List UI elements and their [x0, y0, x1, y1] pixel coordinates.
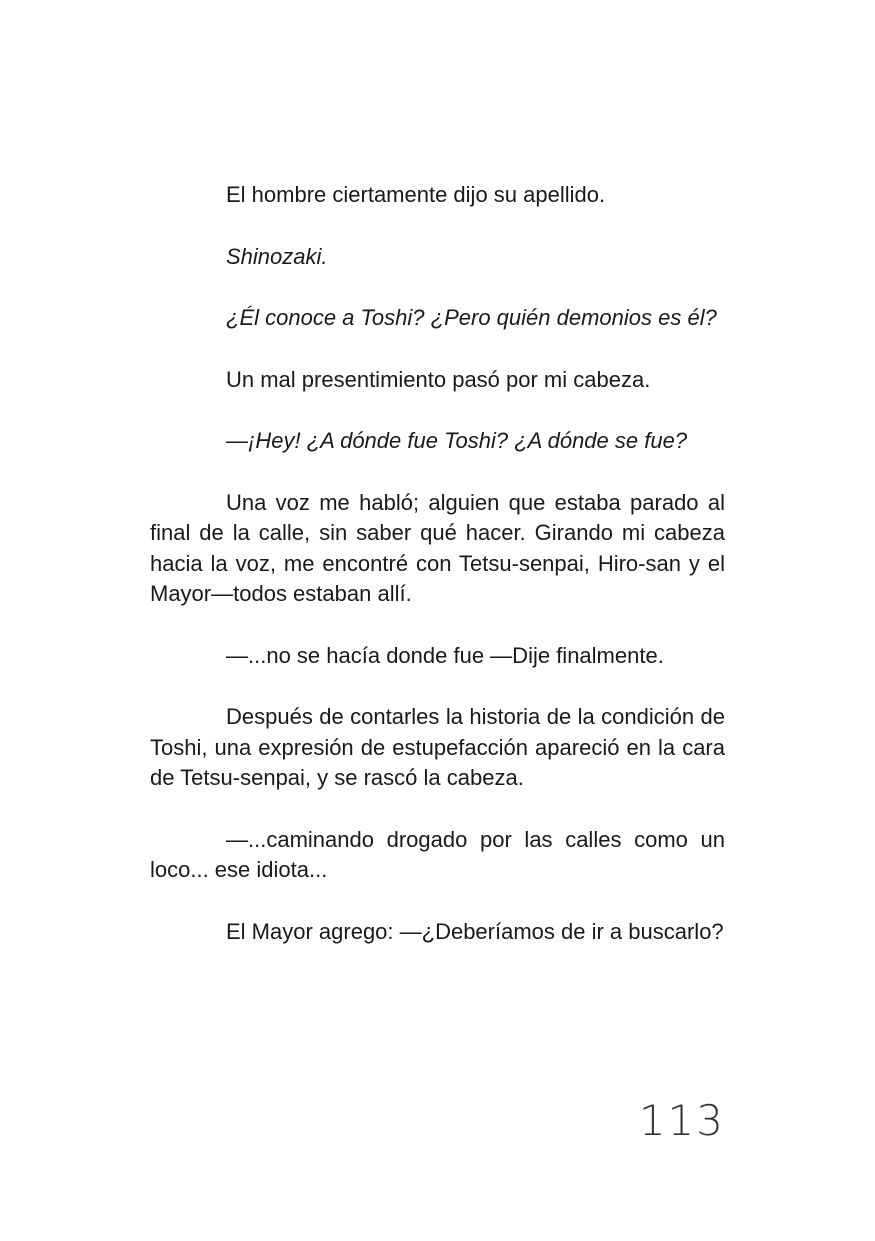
paragraph: Una voz me habló; alguien que estaba parado al final de la calle, sin saber qué hacer. Girando mi cabeza hacia la voz, me encontré con Tetsu-senpai, Hiro-san y el Mayor—todos estaban allí. [150, 489, 725, 606]
paragraph: —...no se hacía donde fue —Dije finalmente. [226, 642, 664, 668]
paragraph: —...caminando drogado por las calles como un loco... ese idiota... [150, 826, 725, 882]
page-number: 113 [638, 1096, 725, 1145]
paragraph: Shinozaki. [226, 243, 328, 269]
paragraph: —¡Hey! ¿A dónde fue Toshi? ¿A dónde se fue? [226, 428, 688, 453]
paragraph: ¿Él conoce a Toshi? ¿Pero quién demonios es él? [226, 305, 717, 330]
paragraph: Un mal presentimiento pasó por mi cabeza. [226, 366, 651, 392]
page-body [150, 180, 725, 978]
paragraph: El Mayor agrego: —¿Deberíamos de ir a buscarlo? [226, 918, 724, 944]
paragraph: Después de contarles la historia de la condición de Toshi, una expresión de estupefacción apareció en la cara de Tetsu-senpai, y se rascó la cabeza. [150, 704, 725, 790]
paragraph: El hombre ciertamente dijo su apellido. [226, 182, 606, 207]
